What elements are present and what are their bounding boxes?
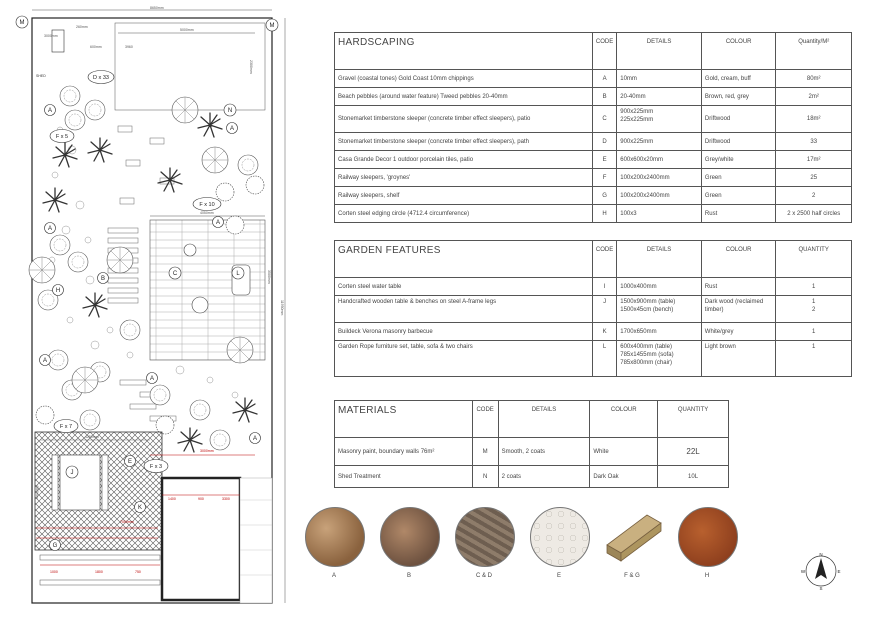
garden-plan bbox=[0, 0, 300, 627]
marker-H bbox=[53, 285, 64, 296]
swatch-label-a: A bbox=[331, 573, 336, 579]
marker-B bbox=[98, 273, 109, 284]
marker-A-7 bbox=[213, 217, 224, 228]
svg-text:3000mm: 3000mm bbox=[200, 449, 214, 453]
marker-G bbox=[50, 540, 61, 551]
svg-text:E: E bbox=[837, 569, 841, 574]
svg-text:K: K bbox=[137, 505, 143, 511]
svg-text:C: C bbox=[172, 271, 178, 277]
marker-A-6 bbox=[250, 433, 261, 444]
marker-L bbox=[232, 267, 244, 279]
bubble-fx10 bbox=[193, 198, 221, 211]
svg-text:L: L bbox=[236, 271, 240, 277]
marker-A-5 bbox=[147, 373, 158, 384]
marker-N bbox=[224, 104, 236, 116]
swatch-h bbox=[678, 507, 738, 567]
marker-A-2 bbox=[227, 123, 238, 134]
bubble-fx3 bbox=[144, 460, 168, 473]
svg-text:H: H bbox=[55, 288, 61, 294]
swatch-fg bbox=[603, 507, 663, 567]
svg-text:M: M bbox=[19, 20, 25, 26]
marker-M-left bbox=[16, 16, 28, 28]
compass-icon bbox=[800, 550, 842, 592]
svg-text:260mm: 260mm bbox=[76, 25, 88, 29]
svg-text:7000mm: 7000mm bbox=[120, 520, 134, 524]
svg-text:M: M bbox=[269, 23, 275, 29]
marker-K bbox=[135, 502, 146, 513]
svg-text:4000mm: 4000mm bbox=[35, 485, 39, 499]
swatch-a bbox=[305, 507, 365, 567]
svg-text:1000: 1000 bbox=[50, 570, 58, 574]
svg-text:1400: 1400 bbox=[168, 497, 176, 501]
marker-C bbox=[169, 267, 181, 279]
dim-8650: 8650mm bbox=[150, 6, 164, 10]
swatch-b bbox=[380, 507, 440, 567]
svg-text:N: N bbox=[819, 552, 823, 557]
table-row: Corten steel edging circle (4712.4 circumference) H 100x3 Rust 2 x 2500 half circles bbox=[335, 205, 852, 223]
swatch-cd bbox=[455, 507, 515, 567]
svg-text:3300: 3300 bbox=[222, 497, 230, 501]
table-row: Railway sleepers, 'groynes' F 100x200x2400mm Green 25 bbox=[335, 169, 852, 187]
materials-title: MATERIALS bbox=[335, 401, 473, 438]
svg-text:A: A bbox=[47, 108, 53, 114]
table-row: Handcrafted wooden table & benches on steel A-frame legs J 1500x900mm (table) 1500x45cm (bench) Dark wood (reclaimed timber) 1 2 bbox=[335, 296, 852, 323]
svg-text:A: A bbox=[149, 376, 155, 382]
svg-text:3960: 3960 bbox=[125, 45, 133, 49]
svg-text:A: A bbox=[229, 126, 235, 132]
svg-text:F x 3: F x 3 bbox=[149, 464, 163, 470]
marker-E bbox=[125, 456, 136, 467]
marker-A-1 bbox=[45, 105, 56, 116]
svg-text:3500mm: 3500mm bbox=[267, 270, 271, 284]
table-row: Beach pebbles (around water feature) Tweed pebbles 20-40mm B 20-40mm Brown, red, grey 2m² bbox=[335, 88, 852, 106]
svg-text:N: N bbox=[227, 108, 233, 114]
svg-text:A: A bbox=[47, 226, 53, 232]
svg-text:S: S bbox=[819, 586, 823, 591]
swatch-label-e: E bbox=[556, 573, 561, 579]
table-row: Shed Treatment N 2 coats Dark Oak 10L bbox=[335, 466, 729, 488]
svg-text:F x 5: F x 5 bbox=[55, 134, 69, 140]
marker-M-right bbox=[266, 19, 278, 31]
shed-label: SHED bbox=[36, 74, 46, 78]
hardscaping-table: HARDSCAPING CODE DETAILS COLOUR Quantity/M² Gravel (coastal tones) Gold Coast 10mm chippings A 10mm Gold, cream, buff 80m² Beach pebbles (around water feature) Tweed pebbles 20-40mm B 20-40mm Brown, red, grey 2m² Stonemarket timberstone sleeper (concrete timber effect sleepers), patio C 900x225mm 225x225mm Driftwood 18m² Stonemarket timberstone sleeper (concrete timber effect sleepers), path D 900x225mm Driftwood 33 Casa Grande Decor 1 outdoor porcelain tiles, patio E 600x600x20mm Grey/white 17m² Railway sleepers, 'groynes' F 100x200x2400mm Green 25 Railway sleepers, shelf G 100x200x2400mm Green 2 Corten steel edging circle (4712.4 circumference) H 100x3 Rust 2 x 2500 half circles bbox=[334, 32, 852, 223]
bubble-fx7 bbox=[54, 420, 78, 433]
table-row: Stonemarket timberstone sleeper (concrete timber effect sleepers), path D 900x225mm Driftwood 33 bbox=[335, 133, 852, 151]
dim-11950: 11950mm bbox=[280, 300, 284, 316]
table-row: Buildeck Verona masonry barbecue K 1700x650mm White/grey 1 bbox=[335, 323, 852, 341]
svg-text:4050mm: 4050mm bbox=[200, 211, 214, 215]
svg-text:A: A bbox=[42, 358, 48, 364]
table-row: Gravel (coastal tones) Gold Coast 10mm chippings A 10mm Gold, cream, buff 80m² bbox=[335, 70, 852, 88]
marker-J bbox=[66, 466, 78, 478]
svg-text:2300mm: 2300mm bbox=[249, 60, 253, 74]
table-row: Stonemarket timberstone sleeper (concrete timber effect sleepers), patio C 900x225mm 225x225mm Driftwood 18m² bbox=[335, 106, 852, 133]
svg-text:750: 750 bbox=[135, 570, 141, 574]
svg-text:E: E bbox=[127, 459, 133, 465]
bubble-dx33 bbox=[88, 71, 114, 84]
svg-text:F x 10: F x 10 bbox=[199, 202, 215, 208]
table-row: Masonry paint, boundary walls 76m² M Smooth, 2 coats White 22L bbox=[335, 438, 729, 466]
svg-text:900: 900 bbox=[198, 497, 204, 501]
swatch-label-cd: C & D bbox=[475, 573, 492, 579]
swatch-label-fg: F & G bbox=[624, 573, 640, 579]
hardscaping-title: HARDSCAPING bbox=[335, 33, 593, 70]
svg-text:600mm: 600mm bbox=[90, 45, 102, 49]
svg-text:1800: 1800 bbox=[95, 570, 103, 574]
svg-text:F x 7: F x 7 bbox=[59, 424, 73, 430]
marker-A-4 bbox=[40, 355, 51, 366]
svg-text:4250mm: 4250mm bbox=[85, 435, 99, 439]
materials-table: MATERIALS CODE DETAILS COLOUR QUANTITY Masonry paint, boundary walls 76m² M Smooth, 2 coats White 22L Shed Treatment N 2 coats Dark Oak 10L bbox=[334, 400, 729, 488]
swatch-e bbox=[530, 507, 590, 567]
svg-text:W: W bbox=[800, 569, 806, 574]
table-row: Railway sleepers, shelf G 100x200x2400mm Green 2 bbox=[335, 187, 852, 205]
table-row: Casa Grande Decor 1 outdoor porcelain tiles, patio E 600x600x20mm Grey/white 17m² bbox=[335, 151, 852, 169]
svg-text:3000mm: 3000mm bbox=[44, 34, 58, 38]
bubble-fx5 bbox=[50, 130, 74, 143]
svg-text:G: G bbox=[52, 543, 58, 549]
svg-text:A: A bbox=[252, 436, 258, 442]
table-row: Garden Rope furniture set, table, sofa & two chairs L 600x400mm (table) 785x1455mm (sofa) 785x800mm (chair) Light brown 1 bbox=[335, 341, 852, 377]
garden-features-table: GARDEN FEATURES CODE DETAILS COLOUR QUANTITY Corten steel water table I 1000x400mm Rust 1 Handcrafted wooden table & benches on steel A-frame legs J 1500x900mm (table) 1500x45cm (bench) Dark wood (reclaimed timber) 1 2 Buildeck Verona masonry barbecue K 1700x650mm White/grey 1 Garden Rope furniture set, table, sofa & two chairs L 600x400mm (table) 785x1455mm (sofa) 785x800mm (chair) Light brown 1 bbox=[334, 240, 852, 377]
svg-text:J: J bbox=[70, 470, 74, 476]
marker-A-3 bbox=[45, 223, 56, 234]
svg-text:5000mm: 5000mm bbox=[180, 28, 194, 32]
garden-features-title: GARDEN FEATURES bbox=[335, 241, 593, 278]
table-row: Corten steel water table I 1000x400mm Rust 1 bbox=[335, 278, 852, 296]
swatch-label-b: B bbox=[406, 573, 411, 579]
svg-text:B: B bbox=[100, 276, 106, 282]
svg-text:A: A bbox=[215, 220, 221, 226]
swatch-label-h: H bbox=[704, 573, 710, 579]
svg-text:D x 33: D x 33 bbox=[93, 75, 109, 81]
